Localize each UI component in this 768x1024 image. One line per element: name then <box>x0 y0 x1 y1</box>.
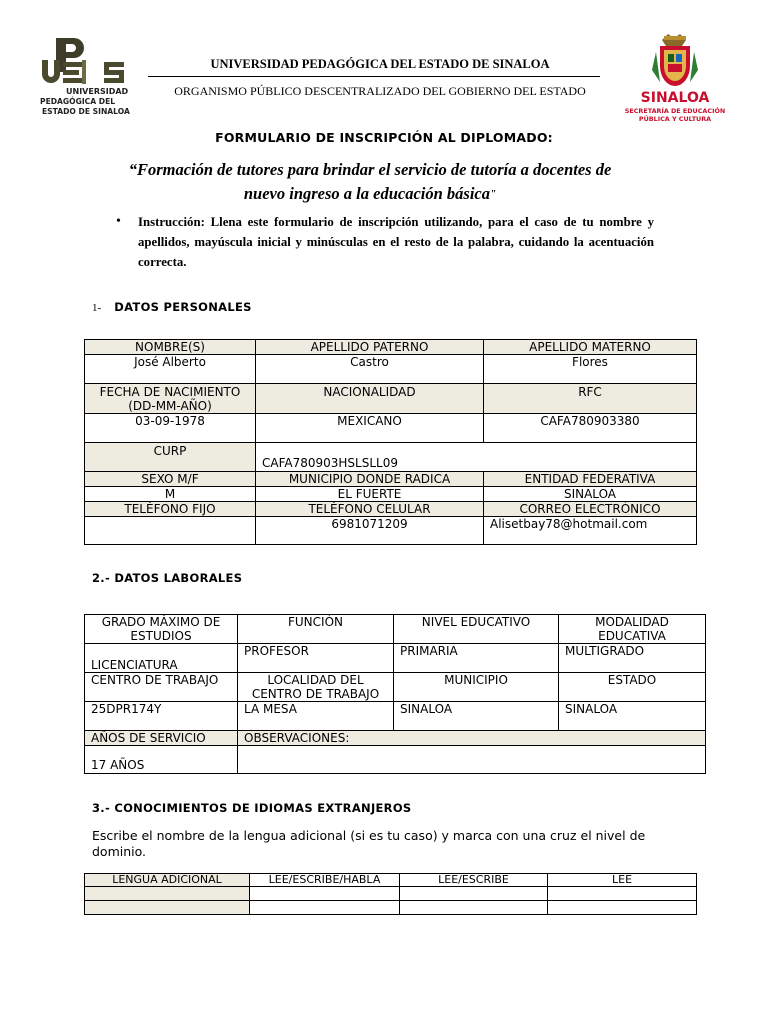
organism-name: ORGANISMO PÚBLICO DESCENTRALIZADO DEL GOBIERNO DEL ESTADO <box>174 84 586 98</box>
anos-servicio-field[interactable]: 17 AÑOS <box>85 746 238 774</box>
label-apellido-materno: APELLIDO MATERNO <box>484 340 697 355</box>
telefono-fijo-field[interactable] <box>85 517 256 545</box>
instruction-text: Instrucción: Llena este formulario de inscripción utilizando, para el caso de tu nombre y apellidos, mayúscula inicial y minúsculas en el resto de la palabra, cuidando la acentuación correcta. <box>138 215 654 269</box>
bullet-icon: • <box>116 214 121 229</box>
section-personal-title: DATOS PERSONALES <box>114 300 252 314</box>
sinaloa-logo-name: SINALOA <box>640 90 710 106</box>
lang-row1-lee-escribe-habla[interactable] <box>250 887 400 901</box>
table-row <box>85 901 697 915</box>
localidad-field[interactable]: LA MESA <box>238 702 394 731</box>
upes-logo-line1: UNIVERSIDAD <box>66 87 129 96</box>
grado-field[interactable]: LICENCIATURA <box>85 644 238 673</box>
lang-header-lee: LEE <box>548 874 697 887</box>
lang-row1-lengua[interactable] <box>85 887 250 901</box>
quote-line-1: “Formación de tutores para brindar el servicio de tutoría a docentes de <box>128 160 612 179</box>
lang-row2-lengua[interactable] <box>85 901 250 915</box>
label-correo: CORREO ELECTRÓNICO <box>484 502 697 517</box>
label-nombre: NOMBRE(S) <box>85 340 256 355</box>
curp-field[interactable]: CAFA780903HSLSLL09 <box>256 443 697 472</box>
upes-logo <box>38 36 138 120</box>
label-centro: CENTRO DE TRABAJO <box>85 673 238 702</box>
apellido-materno-field[interactable]: Flores <box>484 355 697 384</box>
quote-line-2 <box>90 182 650 206</box>
municipio-laboral-field[interactable]: SINALOA <box>394 702 559 731</box>
label-grado: GRADO MÁXIMO DE ESTUDIOS <box>85 615 238 644</box>
correo-field[interactable]: Alisetbay78@hotmail.com <box>484 517 697 545</box>
telefono-celular-field[interactable]: 6981071209 <box>256 517 484 545</box>
label-anos-servicio: AÑOS DE SERVICIO <box>85 731 238 746</box>
label-localidad: LOCALIDAD DEL CENTRO DE TRABAJO <box>238 673 394 702</box>
labor-data-table <box>84 614 706 774</box>
nacionalidad-field[interactable]: MEXICANO <box>256 414 484 443</box>
label-funcion: FUNCIÓN <box>238 615 394 644</box>
label-entidad: ENTIDAD FEDERATIVA <box>484 472 697 487</box>
upes-logo-line2: PEDAGÓGICA DEL <box>40 97 116 106</box>
label-telefono-celular: TELÉFONO CELULAR <box>256 502 484 517</box>
sinaloa-logo-sub2: PÚBLICA Y CULTURA <box>638 115 712 123</box>
label-nivel: NIVEL EDUCATIVO <box>394 615 559 644</box>
languages-note: Escribe el nombre de la lengua adicional (si es tu caso) y marca con una cruz el nivel de dominio. <box>92 828 646 859</box>
quote-line-2-text: nuevo ingreso a la educación básica <box>243 184 490 203</box>
entidad-field[interactable]: SINALOA <box>484 487 697 502</box>
label-estado: ESTADO <box>559 673 706 702</box>
lang-row1-lee-escribe[interactable] <box>400 887 548 901</box>
nombre-field[interactable]: José Alberto <box>85 355 256 384</box>
sinaloa-seal-logo <box>620 30 730 126</box>
lang-row1-lee[interactable] <box>548 887 697 901</box>
sexo-field[interactable]: M <box>85 487 256 502</box>
rfc-field[interactable]: CAFA780903380 <box>484 414 697 443</box>
lang-row2-lee-escribe[interactable] <box>400 901 548 915</box>
quote-close-mark: " <box>490 188 497 200</box>
diploma-quote <box>90 158 650 206</box>
estado-field[interactable]: SINALOA <box>559 702 706 731</box>
nivel-field[interactable]: PRIMARIA <box>394 644 559 673</box>
section-personal-heading <box>92 296 252 315</box>
modalidad-field[interactable]: MULTIGRADO <box>559 644 706 673</box>
table-row <box>85 887 697 901</box>
label-municipio: MUNICIPIO DONDE RADICA <box>256 472 484 487</box>
languages-table <box>84 873 697 915</box>
lang-header-lengua: LENGUA ADICIONAL <box>85 874 250 887</box>
label-telefono-fijo: TELÉFONO FIJO <box>85 502 256 517</box>
section-labor-title: 2.- DATOS LABORALES <box>92 571 243 585</box>
observaciones-field[interactable] <box>238 746 706 774</box>
centro-field[interactable]: 25DPR174Y <box>85 702 238 731</box>
label-nacionalidad: NACIONALIDAD <box>256 384 484 414</box>
form-title: FORMULARIO DE INSCRIPCIÓN AL DIPLOMADO: <box>215 130 553 145</box>
sinaloa-logo-sub1: SECRETARÍA DE EDUCACIÓN <box>624 107 726 115</box>
label-modalidad: MODALIDAD EDUCATIVA <box>559 615 706 644</box>
label-curp: CURP <box>85 443 256 472</box>
lang-header-lee-escribe: LEE/ESCRIBE <box>400 874 548 887</box>
section-personal-number: 1- <box>92 302 102 314</box>
label-municipio-laboral: MUNICIPIO <box>394 673 559 702</box>
lang-row2-lee-escribe-habla[interactable] <box>250 901 400 915</box>
funcion-field[interactable]: PROFESOR <box>238 644 394 673</box>
header-divider <box>148 76 600 77</box>
university-name: UNIVERSIDAD PEDAGÓGICA DEL ESTADO DE SINALOA <box>210 57 550 71</box>
municipio-field[interactable]: EL FUERTE <box>256 487 484 502</box>
fecha-nacimiento-field[interactable]: 03-09-1978 <box>85 414 256 443</box>
label-rfc: RFC <box>484 384 697 414</box>
lang-row2-lee[interactable] <box>548 901 697 915</box>
upes-logo-line3: ESTADO DE SINALOA <box>42 107 130 116</box>
label-fecha-nacimiento: FECHA DE NACIMIENTO (DD-MM-AÑO) <box>85 384 256 414</box>
apellido-paterno-field[interactable]: Castro <box>256 355 484 384</box>
label-observaciones: OBSERVACIONES: <box>238 731 706 746</box>
lang-header-lee-escribe-habla: LEE/ESCRIBE/HABLA <box>250 874 400 887</box>
personal-data-table <box>84 339 697 545</box>
label-apellido-paterno: APELLIDO PATERNO <box>256 340 484 355</box>
section-languages-title: 3.- CONOCIMIENTOS DE IDIOMAS EXTRANJEROS <box>92 801 412 815</box>
label-sexo: SEXO M/F <box>85 472 256 487</box>
